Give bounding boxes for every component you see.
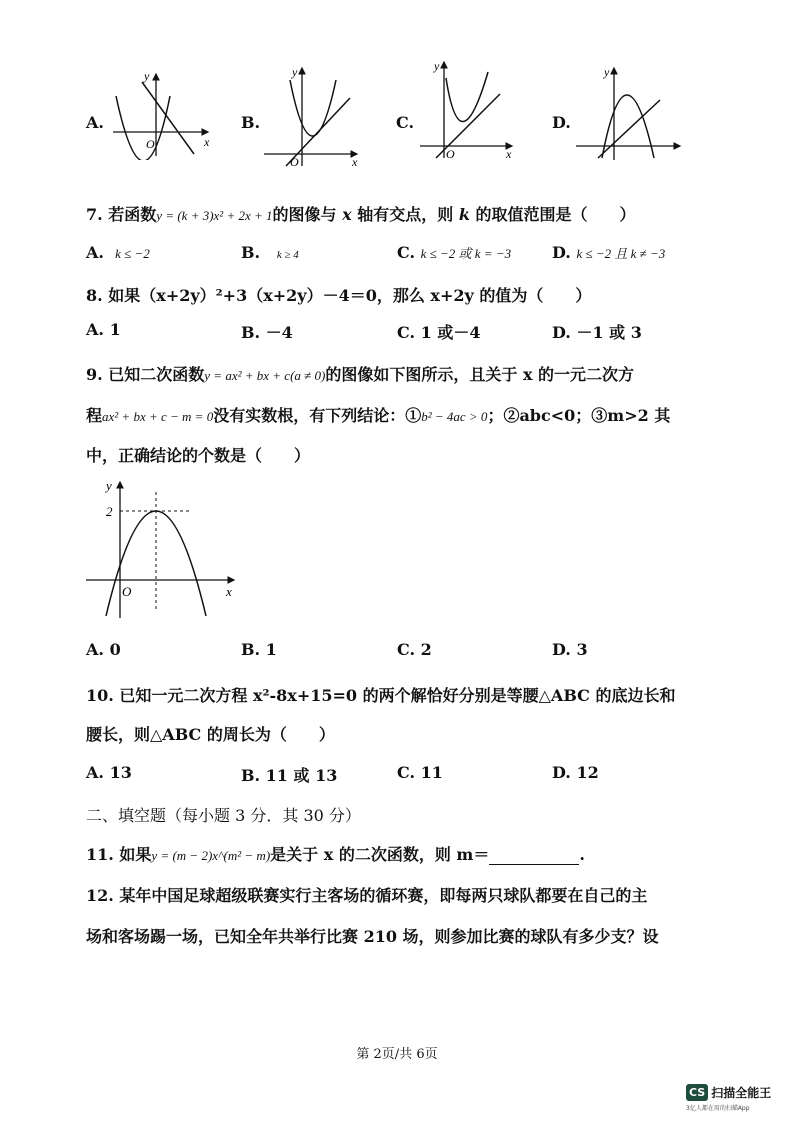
q7-text-post: 的取值范围是（ ）: [475, 205, 636, 224]
q9-stem-line3: 中，正确结论的个数是（ ）: [86, 446, 311, 465]
q6-option-a-label: A.: [86, 113, 104, 132]
option-label: A.: [86, 640, 104, 659]
q7-var-x: x: [342, 205, 352, 224]
y-label: y: [434, 59, 440, 73]
option-text: －4: [265, 323, 293, 342]
q9-formula: y = ax² + bx + c(a ≠ 0): [204, 368, 326, 383]
parabola: [602, 95, 654, 158]
option-label: D.: [552, 323, 571, 342]
option-label: C.: [397, 763, 416, 782]
q6-graph-d: [574, 62, 686, 162]
q9-stem-line2: [86, 403, 670, 426]
option-label: A.: [86, 320, 104, 339]
q7-var-k: k: [458, 205, 470, 224]
option-text: k ≤ −2 或 k = −3: [420, 246, 512, 261]
option-text: 1: [109, 320, 121, 339]
q7-text-pre: 若函数: [108, 205, 157, 224]
option-label: C.: [397, 640, 416, 659]
origin-label: O: [122, 584, 132, 599]
q11-end: .: [579, 845, 585, 864]
q11-stem: [86, 842, 585, 865]
option-label: A.: [86, 763, 104, 782]
y-label: y: [106, 478, 112, 493]
option-text: 13: [109, 763, 132, 782]
origin-label: O: [146, 137, 155, 151]
q6-option-b-label: B.: [241, 113, 261, 132]
q12-stem-line2: 场和客场踢一场，已知全年共举行比赛 210 场，则参加比赛的球队有多少支？设: [86, 927, 659, 946]
option-text: 12: [576, 763, 599, 782]
answer-blank[interactable]: [489, 850, 579, 865]
q8-option-d[interactable]: [552, 320, 642, 343]
parabola: [446, 72, 488, 122]
q6-graph-a: [108, 66, 218, 160]
q9-option-c[interactable]: [397, 640, 432, 659]
parabola: [116, 96, 170, 160]
q9-graph: [84, 476, 244, 626]
q8-stem: 8. 如果（x+2y）²+3（x+2y）－4＝0，那么 x+2y 的值为（ ）: [86, 286, 592, 305]
origin-label: O: [446, 147, 455, 160]
option-text: 1: [265, 640, 277, 659]
q8-option-b[interactable]: [241, 320, 293, 343]
q9-text: 程: [86, 406, 103, 425]
option-label: B.: [241, 640, 261, 659]
scanner-tagline: 3亿人都在用的扫描App: [686, 1105, 750, 1112]
q9-option-a[interactable]: [86, 640, 121, 659]
q8-option-c[interactable]: [397, 320, 480, 343]
q9-formula: ax² + bx + c − m = 0: [102, 409, 214, 424]
q7-stem: [86, 202, 636, 225]
option-label: A.: [86, 243, 104, 262]
option-label: D.: [552, 763, 571, 782]
q10-option-b[interactable]: [241, 763, 337, 786]
scanner-app-name: 扫描全能王: [711, 1086, 772, 1100]
q6-option-c-label: C.: [396, 113, 415, 132]
y-label: y: [292, 65, 298, 79]
option-text: 11 或 13: [265, 766, 338, 785]
q9-text: 的图像如下图所示，且关于 x 的一元二次方: [325, 365, 635, 384]
option-text: 1 或－4: [420, 323, 481, 342]
q6-graph-c: [418, 58, 518, 160]
option-text: k ≤ −2 且 k ≠ −3: [576, 246, 666, 261]
q9-text: 没有实数根，有下列结论：①: [213, 406, 422, 425]
q11-text: 11. 如果: [86, 845, 152, 864]
q10-option-d[interactable]: [552, 763, 599, 782]
q10-option-a[interactable]: [86, 763, 132, 782]
origin-label: O: [290, 155, 299, 169]
q7-option-d[interactable]: [552, 243, 665, 262]
option-text: k ≤ −2: [115, 246, 150, 261]
q6-graph-b: [262, 62, 362, 170]
q9-formula: b² − 4ac > 0: [421, 409, 488, 424]
q9-stem-line1: [86, 362, 634, 385]
q7-formula: y = (k + 3)x² + 2x + 1: [156, 208, 273, 223]
x-label: x: [352, 155, 358, 169]
y-label: y: [144, 69, 150, 83]
q10-stem-line2: 腰长，则△ABC 的周长为（ ）: [86, 725, 335, 744]
option-label: B.: [241, 243, 261, 262]
q10-stem-line1: 10. 已知一元二次方程 x²-8x+15=0 的两个解恰好分别是等腰△ABC 的底边长和: [86, 686, 676, 705]
q11-formula: y = (m − 2)x^(m² − m): [151, 848, 271, 863]
q9-option-b[interactable]: [241, 640, 277, 659]
q6-option-d-label: D.: [552, 113, 571, 132]
option-text: 2: [420, 640, 432, 659]
x-label: x: [506, 147, 512, 160]
option-label: D.: [552, 243, 571, 262]
x-label: x: [204, 135, 210, 149]
q7-text-mid: 的图像与: [272, 205, 337, 224]
option-label: D.: [552, 640, 571, 659]
q10-option-c[interactable]: [397, 763, 443, 782]
q7-option-c[interactable]: [397, 243, 511, 262]
q8-option-a[interactable]: [86, 320, 121, 339]
q7-text-mid2: 轴有交点，则: [357, 205, 454, 224]
q9-option-d[interactable]: [552, 640, 588, 659]
x-label: x: [226, 584, 232, 599]
option-label: B.: [241, 766, 261, 785]
option-text: k ≥ 4: [276, 249, 299, 261]
scanner-badge: [686, 1082, 771, 1112]
q7-option-a[interactable]: [86, 243, 150, 262]
section-title: 二、填空题（每小题 3 分．其 30 分）: [86, 806, 361, 825]
q11-text: 是关于 x 的二次函数，则 m＝: [270, 845, 490, 864]
y-label: y: [604, 65, 610, 79]
option-label: C.: [397, 243, 416, 262]
scanner-logo-icon: CS: [686, 1084, 708, 1101]
option-text: 11: [420, 763, 443, 782]
line: [598, 100, 660, 158]
q7-number: 7.: [86, 205, 103, 224]
option-text: －1 或 3: [576, 323, 642, 342]
page-number: 第 2页/共 6页: [356, 1047, 438, 1062]
q7-option-b[interactable]: [241, 243, 299, 262]
option-label: C.: [397, 323, 416, 342]
option-text: 3: [576, 640, 588, 659]
option-text: 0: [109, 640, 121, 659]
q9-text: 9. 已知二次函数: [86, 365, 205, 384]
vertex-value-label: 2: [106, 504, 113, 519]
q9-text: ；②abc<0；③m>2 其: [487, 406, 671, 425]
option-label: B.: [241, 323, 261, 342]
parabola: [290, 80, 336, 136]
q12-stem-line1: 12. 某年中国足球超级联赛实行主客场的循环赛，即每两只球队都要在自己的主: [86, 886, 648, 905]
